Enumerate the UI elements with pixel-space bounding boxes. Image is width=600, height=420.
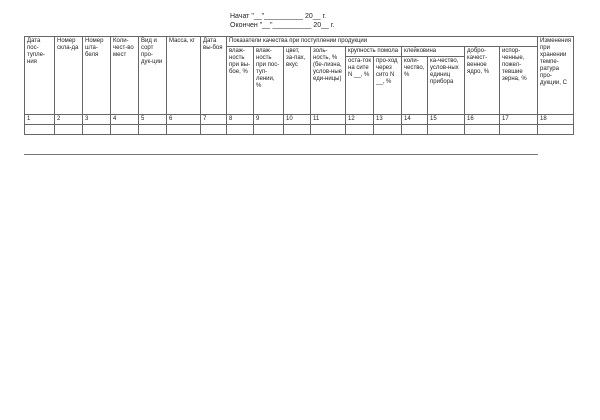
journal-table [24,36,574,135]
column-number: 15 [428,115,465,125]
col-color-smell-taste: цвет, за-пах, вкус [284,47,311,115]
column-number: 13 [374,115,402,125]
col-stack-number: Номер шта-беля [83,37,111,115]
col-warehouse-number: Номер скла-да [55,37,83,115]
col-mass: Масса, кг [167,37,201,115]
separator-line [24,154,538,155]
end-date-line: Окончен "__"__________ 20__ г. [230,22,335,29]
column-number: 7 [201,115,227,125]
column-number: 18 [538,115,574,125]
column-number: 6 [167,115,201,125]
column-number: 4 [111,115,139,125]
group-gluten-header: клейковина [402,47,465,57]
column-number: 2 [55,115,83,125]
col-moisture-milling: влаж-ность при вы-бое, % [227,47,254,115]
col-moisture-arrival: влаж-ность при пос-туп-лении, % [254,47,284,115]
col-milling-date: Дата вы-боя [201,37,227,115]
column-number: 3 [83,115,111,125]
col-gluten-quality: ка-чество, услов-ных единиц прибора [428,57,465,115]
column-number: 1 [25,115,55,125]
column-number: 10 [284,115,311,125]
col-sieve-residue: оста-ток на сите N __, % [346,57,374,115]
col-product-type: Вид и сорт про-дук-ции [139,37,167,115]
col-spoiled-grains: испор-ченные, пожел-тевшие зерна, % [500,47,538,115]
column-number: 14 [402,115,428,125]
column-number: 9 [254,115,284,125]
empty-entry-row [25,125,574,135]
column-number: 8 [227,115,254,125]
column-number: 16 [465,115,500,125]
column-number-row [25,115,574,125]
group-quality-header: Показатели качества при поступлении продукции [227,37,538,47]
col-places-count: Коли-чест-во мест [111,37,139,115]
group-grind-header: крупность помола [346,47,402,57]
column-number: 11 [311,115,346,125]
col-sieve-pass: про-ход через сито N __, % [374,57,402,115]
col-arrival-date: Дата пос-тупле-ния [25,37,55,115]
column-number: 12 [346,115,374,125]
start-date-line: Начат "__"__________ 20__ г. [230,13,327,20]
column-number: 5 [139,115,167,125]
col-gluten-quantity: коли-чество, % [402,57,428,115]
column-number: 17 [500,115,538,125]
col-good-kernel: добро-качест-венное ядро, % [465,47,500,115]
journal-dates [230,12,335,30]
col-ash-content: золь-ность, % (бе-лизна, услов-ные еди-ницы) [311,47,346,115]
col-storage-changes: Изменения при хранении темпе-ратура про-дукции, С [538,37,574,115]
